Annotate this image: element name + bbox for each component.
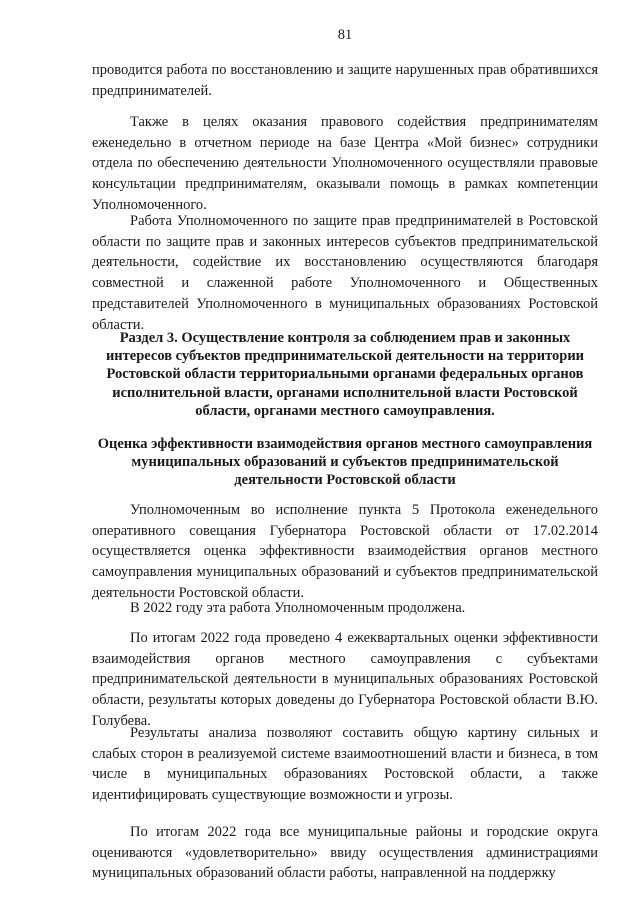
paragraph-5: В 2022 году эта работа Уполномоченным продолжена. [130, 600, 466, 616]
paragraph-7: Результаты анализа позволяют составить общую картину сильных и слабых сторон в реализуемой системе взаимоотношений власти и бизнеса, в том числе в муниципальных образованиях Ростовской области, а также идентифицировать существующие возможности и угрозы. [92, 725, 598, 804]
paragraph-6: По итогам 2022 года проведено 4 ежеквартальных оценки эффективности взаимодействия органов местного самоуправления с субъектами предпринимательской деятельности в муниципальных образованиях Ростовской области, результаты которых доведены до Губернатора Ростовской области В.Ю. Голубева. [92, 630, 598, 729]
paragraph-4: Уполномоченным во исполнение пункта 5 Протокола еженедельного оперативного совещания Губернатора Ростовской области от 17.02.2014 осуществляется оценка эффективности взаимодействия органов местного самоуправления муниципальных образований и субъектов предпринимательской деятельности Ростовской области. [92, 502, 598, 601]
paragraph-1: проводится работа по восстановлению и защите нарушенных прав обратившихся предпринимателей. [92, 62, 598, 99]
subsection-heading: Оценка эффективности взаимодействия органов местного самоуправления муниципальных образований и субъектов предпринимательской деятельности Ростовской области [97, 436, 593, 489]
paragraph-2: Также в целях оказания правового содействия предпринимателям еженедельно в отчетном периоде на базе Центра «Мой бизнес» сотрудники отдела по обеспечению деятельности Уполномоченного осуществляли правовые консультации предпринимателям, оказывали помощь в рамках компетенции Уполномоченного. [92, 114, 598, 213]
paragraph-8: По итогам 2022 года все муниципальные районы и городские округа оцениваются «удовлетворительно» ввиду осуществления администрациями муниципальных образований области работы, направленной на поддержку [92, 824, 598, 882]
paragraph-3: Работа Уполномоченного по защите прав предпринимателей в Ростовской области по защите прав и законных интересов субъектов предпринимательской деятельности, содействие их восстановлению осуществляются благодаря совместной и слаженной работе Уполномоченного и Общественных представителей Уполномоченного в муниципальных образованиях Ростовской области. [92, 213, 598, 333]
section-heading: Раздел 3. Осуществление контроля за соблюдением прав и законных интересов субъектов предпринимательской деятельности на территории Ростовской области территориальными органами федеральных органов исполнительной власти, органами исполнительной власти Ростовской области, органами местного самоуправления. [105, 330, 585, 419]
page-number: 81 [337, 27, 353, 43]
